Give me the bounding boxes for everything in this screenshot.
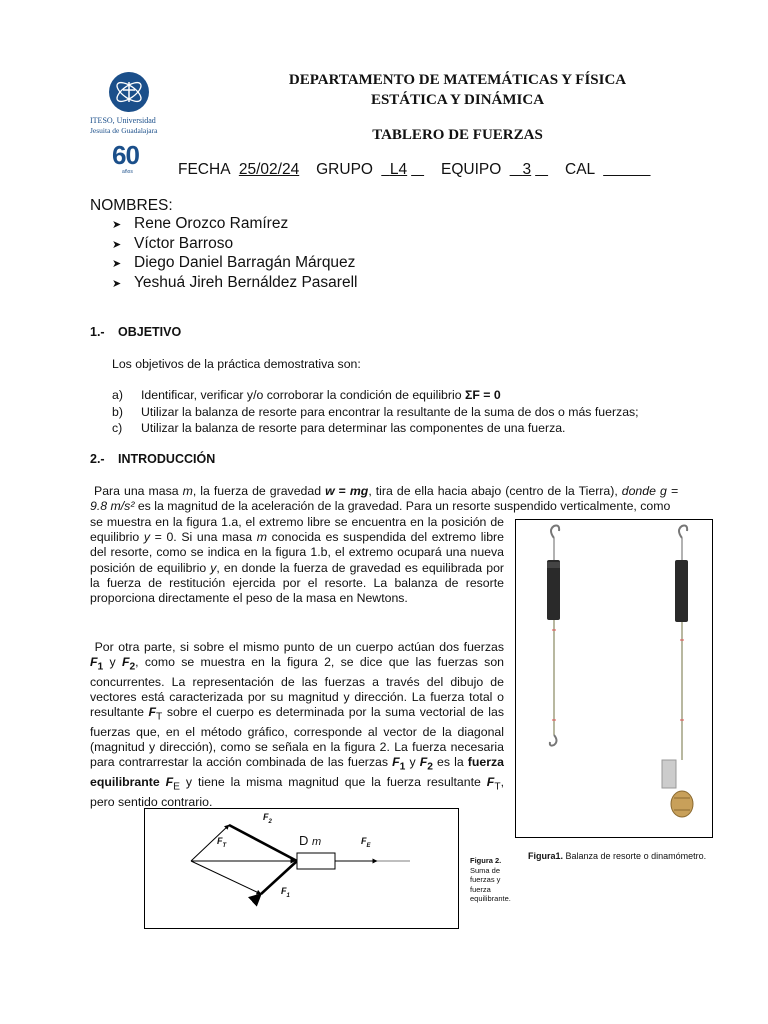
item-formula: ΣF = 0 (464, 388, 501, 402)
names-list (112, 214, 357, 292)
arrow-bullet-icon: ➤ (112, 238, 122, 251)
grupo-field (381, 161, 424, 178)
form-line (178, 161, 655, 179)
objective-intro: Los objetivos de la práctica demostrativa son: (112, 357, 361, 371)
names-list-item (112, 214, 357, 234)
objective-item (112, 387, 639, 404)
department-title: DEPARTAMENTO DE MATEMÁTICAS Y FÍSICA (288, 72, 627, 88)
course-title: ESTÁTICA Y DINÁMICA (370, 92, 545, 108)
arrow-bullet-icon: ➤ (112, 219, 122, 231)
item-text: Utilizar la balanza de resorte para encontrar la resultante de la suma de dos o más fuerzas; (141, 404, 639, 419)
figure-1-photo (515, 519, 713, 838)
equipo-value: 3 (522, 161, 532, 178)
caption-text: Balanza de resorte o dinamómetro. (563, 851, 707, 861)
figure-2-caption (470, 856, 520, 904)
intro-paragraph-1-rest: se muestra en la figura 1.a, el extremo libre se encuentra en la posición de equilibrio y = 0. Si una masa m conocida es suspendida del extremo libre del resorte, como se indica en la figura 1.b, el extremo ocupará una nueva posición de equilibrio y, en donde la fuerza de gravedad es equilibrada por la fuerza de restitución ejercida por el resorte. La balanza de resorte proporciona directamente el peso de la masa en Newtons. (90, 515, 504, 606)
university-logo (90, 68, 174, 180)
fecha-label: FECHA (178, 161, 231, 178)
caption-label: Figura1. (528, 851, 564, 861)
caption-text: Suma de fuerzas y fuerza equilibrante. (470, 865, 511, 904)
logo-anniversary-number: 60 (112, 140, 139, 170)
equipo-label: EQUIPO (441, 161, 502, 178)
item-text: Identificar, verificar y/o corroborar la condición de equilibrio (141, 388, 465, 402)
label-fe: $F_E$ (361, 836, 371, 849)
equipo-field (510, 161, 548, 178)
label-mass: D m (299, 833, 322, 848)
document-title: TABLERO DE FUERZAS (372, 127, 543, 143)
section-number: 1.- (90, 325, 105, 339)
item-letter: b) (112, 404, 123, 419)
section-heading-text: INTRODUCCIÓN (118, 452, 216, 466)
student-name: Diego Daniel Barragán Márquez (134, 254, 356, 271)
hook-icon (550, 735, 557, 746)
item-text: Utilizar la balanza de resorte para determinar las componentes de una fuerza. (141, 421, 566, 435)
student-name: Yeshuá Jireh Bernáldez Pasarell (134, 273, 358, 291)
item-letter: a) (112, 388, 123, 402)
names-list-item (112, 234, 357, 254)
vector-f1-line (191, 861, 261, 894)
caption-label: Figura 2. (470, 856, 502, 865)
intro-paragraph-1-top: Para una masa m, la fuerza de gravedad w = mg, tira de ella hacia abajo (centro de la Tierra), donde g = 9.8 m/s² es la magnitud de la aceleración de la gravedad. Para un resorte suspendido verticalmente, como (90, 484, 678, 514)
cal-field (599, 161, 650, 178)
names-list-item (112, 273, 357, 293)
names-list-item (112, 253, 357, 273)
objective-item (112, 420, 639, 437)
objective-heading (90, 325, 181, 339)
logo-institution-line2: Jesuita de Guadalajara (90, 126, 158, 135)
arrow-bullet-icon: ➤ (112, 277, 122, 290)
label-ft: $F_T$ (217, 836, 227, 849)
label-f1: $F_1$ (281, 886, 290, 899)
cal-label: CAL (565, 161, 596, 178)
logo-anniversary-word: años (122, 169, 133, 175)
logo-emblem-icon (104, 68, 174, 118)
section-number: 2.- (90, 452, 105, 466)
spring-balance-illustration (516, 520, 712, 837)
fecha-value: 25/02/24 (238, 161, 300, 178)
student-name: Víctor Barroso (134, 234, 234, 252)
force-vectors-diagram (145, 809, 458, 928)
objective-list (112, 387, 639, 437)
mass-block (297, 853, 335, 869)
hook-icon (551, 526, 559, 538)
hook-icon (679, 526, 687, 538)
section-heading-text: OBJETIVO (118, 325, 182, 339)
introduction-heading (90, 452, 215, 466)
grupo-value: L4 (389, 161, 408, 178)
parallelogram-side-bottom (261, 861, 297, 894)
item-letter: c) (112, 421, 123, 435)
grupo-label: GRUPO (316, 161, 373, 178)
student-name: Rene Orozco Ramírez (134, 215, 289, 232)
intro-paragraph-2: Por otra parte, si sobre el mismo punto de un cuerpo actúan dos fuerzas $F_1$ y $F_2$, como se muestra en la figura 2, se dice que las fuerzas son concurrentes. La representación de las fuerzas a través del dibujo de vectores está caracterizada por su magnitud y dirección. La fuerza total o resultante $F_T$ sobre el cuerpo es determinada por la suma vectorial de las fuerzas que, en el método gráfico, corresponde al vector de la diagonal (magnitud y dirección), como se señala en la figura 2. La fuerza necesaria para contrarrestar la acción combinada de las fuerzas $F_1$ y $F_2$ es la fuerza equilibrante $F_E$ y tiene la misma magnitud que la fuerza resultante $F_T$, pero sentido contrario. (90, 640, 505, 809)
logo-institution-line1: ITESO, Universidad (90, 116, 156, 125)
arrow-bullet-icon: ➤ (112, 258, 122, 270)
figure-1-caption (528, 851, 706, 861)
parallelogram-side-top (229, 825, 297, 861)
objective-item (112, 404, 639, 421)
names-label: NOMBRES: (90, 197, 173, 214)
label-f2: $F_2$ (263, 812, 272, 825)
figure-2-diagram (144, 808, 459, 929)
